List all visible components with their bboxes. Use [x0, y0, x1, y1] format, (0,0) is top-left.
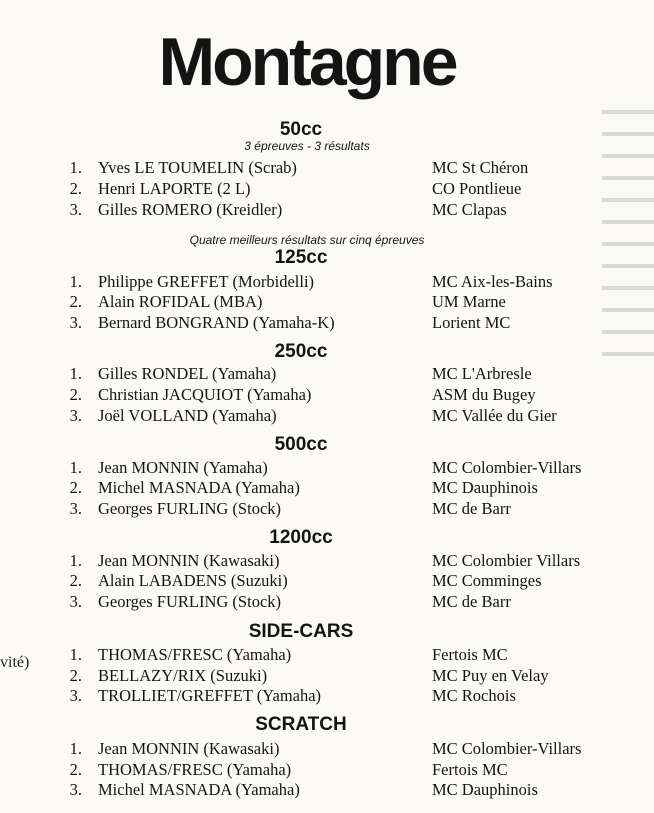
rider-name: Georges FURLING (Stock): [98, 499, 282, 518]
result-row: [0, 739, 654, 759]
result-row: [0, 364, 654, 384]
rider-name: Michel MASNADA (Yamaha): [98, 478, 300, 497]
result-row: [0, 780, 654, 800]
club-name: UM Marne: [432, 292, 506, 311]
result-row: [0, 645, 654, 665]
rank: 2.: [69, 760, 82, 779]
result-row: [0, 499, 654, 519]
rider-name: Gilles RONDEL (Yamaha): [98, 364, 277, 383]
category-heading-50cc: 50cc: [279, 119, 323, 140]
result-row: [0, 478, 654, 498]
club-name: MC Dauphinois: [432, 780, 538, 799]
club-name: MC Colombier-Villars: [432, 739, 582, 758]
rank: 2.: [69, 666, 82, 685]
rank: 3.: [69, 313, 82, 332]
category-note-50cc: 3 épreuves - 3 résultats: [244, 139, 370, 153]
club-name: MC St Chéron: [432, 158, 529, 177]
rank: 1.: [69, 645, 82, 664]
rank: 3.: [69, 780, 82, 799]
rider-name: Philippe GREFFET (Morbidelli): [98, 272, 315, 291]
club-name: MC Comminges: [432, 571, 542, 590]
rank: 2.: [69, 179, 82, 198]
category-heading-scratch: SCRATCH: [255, 714, 347, 735]
rider-name: Henri LAPORTE (2 L): [98, 179, 251, 198]
club-name: MC Rochois: [432, 686, 516, 705]
rank: 2.: [69, 292, 82, 311]
club-name: MC Colombier Villars: [432, 551, 581, 570]
rider-name: Joël VOLLAND (Yamaha): [98, 406, 277, 425]
club-name: ASM du Bugey: [432, 385, 536, 404]
rider-name: Bernard BONGRAND (Yamaha-K): [98, 313, 335, 332]
rider-name: Gilles ROMERO (Kreidler): [98, 200, 283, 219]
category-heading-500cc: 500cc: [274, 434, 328, 455]
rank: 1.: [69, 364, 82, 383]
rank: 1.: [69, 551, 82, 570]
rank: 2.: [69, 385, 82, 404]
rank: 2.: [69, 571, 82, 590]
rider-name: Georges FURLING (Stock): [98, 592, 282, 611]
rider-name: THOMAS/FRESC (Yamaha): [98, 645, 292, 664]
category-note-125cc: Quatre meilleurs résultats sur cinq épreuves: [189, 233, 425, 247]
result-row: [0, 292, 654, 312]
result-row: [0, 200, 654, 220]
club-name: MC Dauphinois: [432, 478, 538, 497]
rider-name: Alain LABADENS (Suzuki): [98, 571, 288, 590]
result-row: [0, 313, 654, 333]
rider-name: Jean MONNIN (Kawasaki): [98, 739, 280, 758]
category-heading-side-cars: SIDE-CARS: [248, 621, 354, 642]
club-name: MC Clapas: [432, 200, 507, 219]
rider-name: Jean MONNIN (Yamaha): [98, 458, 268, 477]
category-heading-1200cc: 1200cc: [269, 527, 333, 548]
rank: 3.: [69, 592, 82, 611]
rider-name: Yves LE TOUMELIN (Scrab): [98, 158, 297, 177]
club-name: MC de Barr: [432, 499, 511, 518]
rider-name: Michel MASNADA (Yamaha): [98, 780, 300, 799]
rank: 1.: [69, 272, 82, 291]
result-row: [0, 686, 654, 706]
club-name: MC Puy en Velay: [432, 666, 549, 685]
category-heading-250cc: 250cc: [274, 341, 328, 362]
club-name: MC Aix-les-Bains: [432, 272, 553, 291]
result-row: [0, 179, 654, 199]
rank: 3.: [69, 200, 82, 219]
result-row: [0, 571, 654, 591]
result-row: [0, 458, 654, 478]
club-name: MC L'Arbresle: [432, 364, 532, 383]
rider-name: BELLAZY/RIX (Suzuki): [98, 666, 268, 685]
rank: 1.: [69, 458, 82, 477]
result-row: [0, 592, 654, 612]
rank: 3.: [69, 406, 82, 425]
rider-name: TROLLIET/GREFFET (Yamaha): [98, 686, 322, 705]
rank: 3.: [69, 499, 82, 518]
rider-name: Alain ROFIDAL (MBA): [98, 292, 263, 311]
category-heading-125cc: 125cc: [274, 247, 328, 268]
club-name: MC de Barr: [432, 592, 511, 611]
result-row: [0, 272, 654, 292]
left-edge-fragment: vité): [0, 654, 30, 671]
club-name: Fertois MC: [432, 645, 508, 664]
result-row: [0, 760, 654, 780]
result-row: [0, 158, 654, 178]
rank: 1.: [69, 739, 82, 758]
club-name: MC Colombier-Villars: [432, 458, 582, 477]
result-row: [0, 551, 654, 571]
result-row: [0, 666, 654, 686]
club-name: MC Vallée du Gier: [432, 406, 557, 425]
club-name: Fertois MC: [432, 760, 508, 779]
club-name: CO Pontlieue: [432, 179, 522, 198]
result-row: [0, 385, 654, 405]
rider-name: Christian JACQUIOT (Yamaha): [98, 385, 312, 404]
club-name: Lorient MC: [432, 313, 511, 332]
rider-name: Jean MONNIN (Kawasaki): [98, 551, 280, 570]
rider-name: THOMAS/FRESC (Yamaha): [98, 760, 292, 779]
rank: 3.: [69, 686, 82, 705]
result-row: [0, 406, 654, 426]
rank: 1.: [69, 158, 82, 177]
rank: 2.: [69, 478, 82, 497]
page-title: Montagne: [158, 24, 456, 100]
